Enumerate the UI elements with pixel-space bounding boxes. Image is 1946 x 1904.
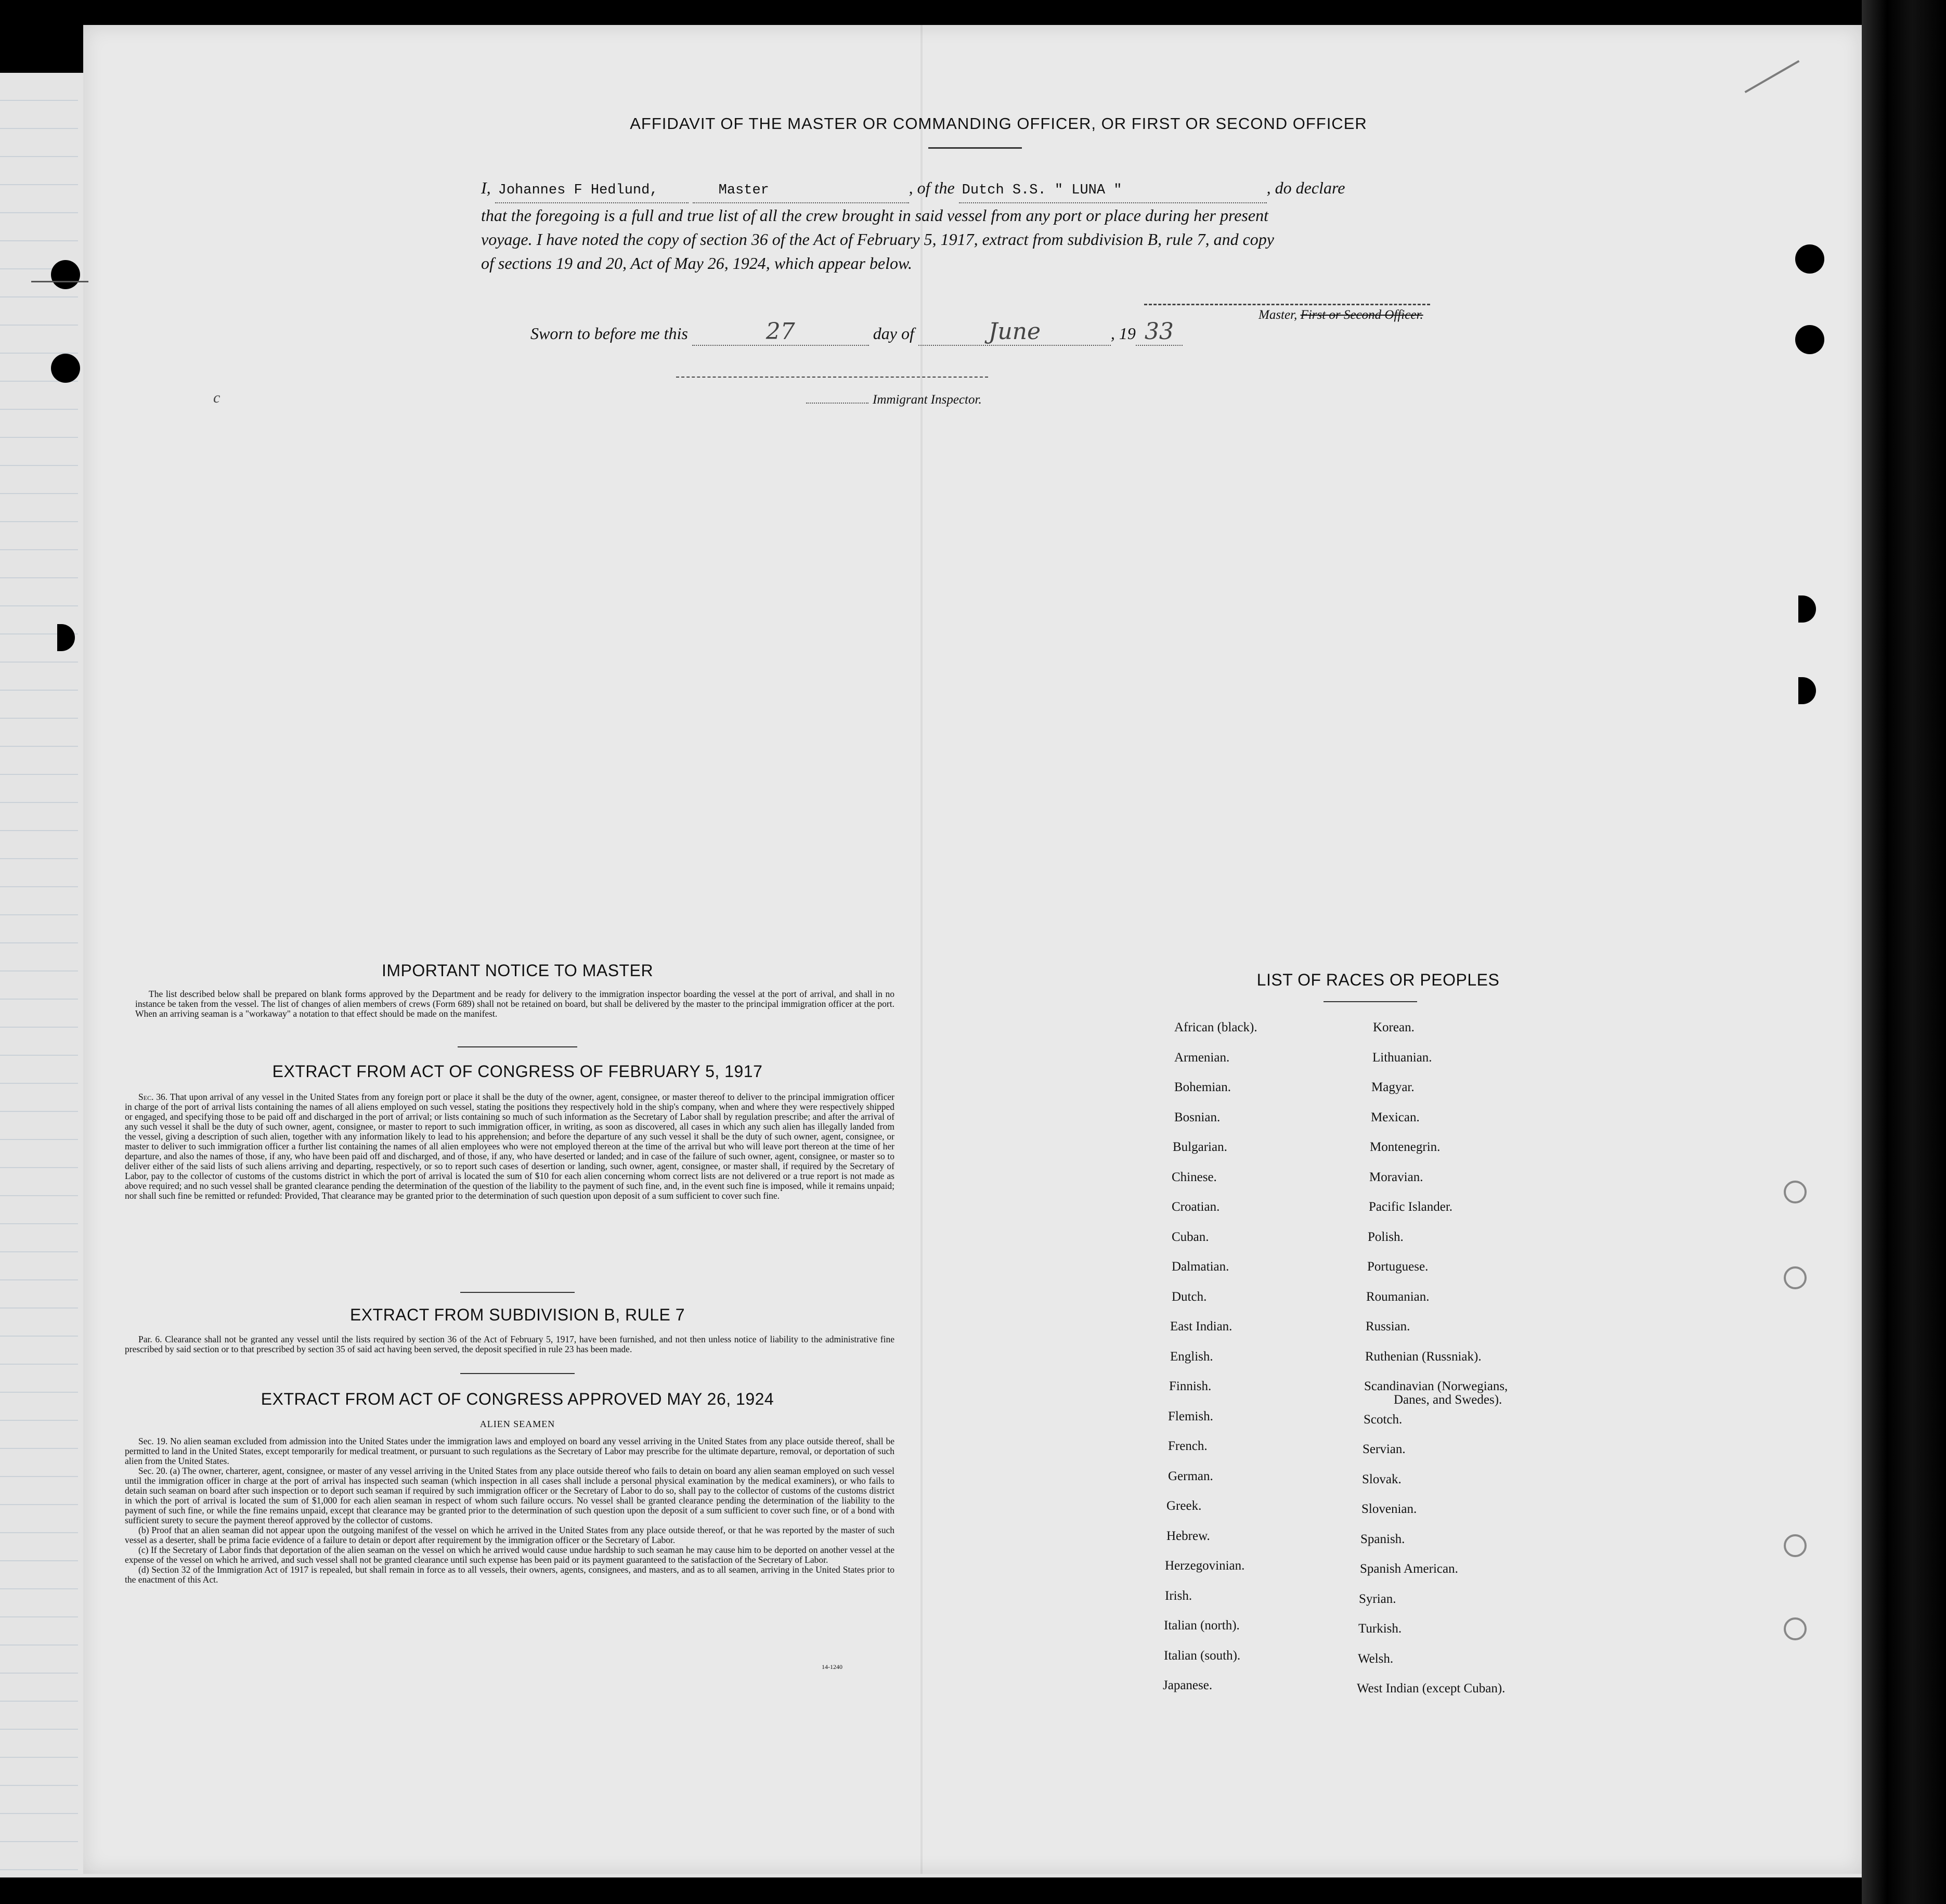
race-item: Lithuanian. bbox=[1372, 1050, 1432, 1065]
section-36-text: That upon arrival of any vessel in the United States from any foreign port or place it shall be the duty of the owner, agent, consignee, or master thereof to deliver to the principal immigration officer in charge of the port of arrival lists containing the names of all aliens employed on such vessel, stating the positions they respectively hold in the ship's company, when and where they were respectively shipped or engaged, and specifying those to be paid off and discharged in the port of arrival; or lists containing so much of such information as the Secretary of Labor shall by regulation prescribe; and after the arrival of any such vessel it shall be the duty of such owner, agent, consignee, or master to report to such immigration officer, in writing, as soon as discovered, all cases in which any such alien has illegally landed from the vessel, giving a description of such alien, together with any information likely to lead to his apprehension; and before the departure of any such vessel it shall be the duty of such owner, agent, consignee, or master to deliver to such immigration officer a further list containing the names of all alien employees who were not employed thereon at the time of the arrival but who will leave port thereon at the time of her departure, and also the names of those, if any, who have been paid off and discharged, and of those, if any, who have deserted or landed; and in case of the failure of such owner, agent, consignee, or master so to deliver either of the said lists of such aliens arriving and departing, respectively, or so to report such cases of desertion or landing, such owner, agent, consignee, or master shall, if required by the Secretary of Labor, pay to the collector of customs of the customs district in which the port of arrival is located the sum of $10 for each alien concerning whom correct lists are not delivered or a true report is not made as above required; and no such vessel shall be granted clearance pending the determination of the question of the liability to the payment of such fine, and, in the event such fine is imposed, while it remains unpaid; nor shall such fine be remitted or refunded: Provided, That clearance may be granted prior to the determination of such question upon deposit of a sum sufficient to cover such fine. bbox=[125, 1092, 894, 1201]
race-item: Finnish. bbox=[1169, 1379, 1212, 1393]
race-item: Dalmatian. bbox=[1172, 1260, 1229, 1274]
affidavit-line-1 bbox=[481, 176, 1469, 203]
do-declare-label: , do declare bbox=[1266, 178, 1345, 197]
fold-line bbox=[920, 25, 923, 1874]
race-item: West Indian (except Cuban). bbox=[1357, 1681, 1506, 1695]
ruled-edge bbox=[0, 73, 78, 1877]
affidavit-title-rule bbox=[928, 147, 1022, 149]
race-item: African (black). bbox=[1174, 1020, 1257, 1034]
punch-hole bbox=[1795, 244, 1824, 274]
punch-hole bbox=[1795, 325, 1824, 354]
race-item: Mexican. bbox=[1371, 1110, 1420, 1124]
race-item: Montenegrin. bbox=[1370, 1140, 1441, 1154]
race-item: Scandinavian (Norwegians, bbox=[1364, 1379, 1508, 1393]
race-item: Greek. bbox=[1166, 1499, 1202, 1513]
race-item: Moravian. bbox=[1369, 1170, 1423, 1184]
race-item: French. bbox=[1168, 1439, 1208, 1453]
race-item: Irish. bbox=[1165, 1588, 1192, 1603]
race-item: Polish. bbox=[1368, 1229, 1404, 1244]
inspector-dots bbox=[806, 403, 868, 404]
race-item: Bohemian. bbox=[1174, 1080, 1231, 1094]
punch-hole bbox=[51, 260, 80, 289]
stray-pencil-mark: c bbox=[213, 389, 220, 406]
form-number: 14-1240 bbox=[822, 1663, 842, 1670]
vessel-field: Dutch S.S. " LUNA " bbox=[959, 178, 1267, 203]
master-caption-label: Master, bbox=[1259, 308, 1298, 322]
race-item: Roumanian. bbox=[1366, 1289, 1430, 1304]
extract-rule7-text bbox=[125, 1335, 894, 1354]
race-item: Turkish. bbox=[1358, 1622, 1402, 1636]
race-item: Chinese. bbox=[1172, 1170, 1217, 1184]
extract-1924-text bbox=[125, 1436, 894, 1585]
extract-rule7-rule bbox=[460, 1373, 575, 1374]
document-sheet bbox=[83, 25, 1862, 1874]
race-item: Welsh. bbox=[1358, 1651, 1394, 1666]
sworn-day-field: 27 bbox=[692, 318, 869, 346]
race-item: Magyar. bbox=[1371, 1080, 1415, 1094]
alien-seamen-subtitle: ALIEN SEAMEN bbox=[479, 1419, 555, 1429]
affidavit-line-4: of sections 19 and 20, Act of May 26, 1924, which appear below. bbox=[481, 254, 912, 273]
race-item: Italian (south). bbox=[1164, 1648, 1241, 1663]
notice-text bbox=[135, 989, 894, 1019]
race-item: Ruthenian (Russniak). bbox=[1365, 1349, 1482, 1364]
day-of-label: day of bbox=[873, 324, 914, 343]
affidavit-line-2: that the foregoing is a full and true list of all the crew brought in said vessel from any port or place during her present bbox=[481, 206, 1268, 225]
race-item: Cuban. bbox=[1172, 1229, 1209, 1244]
affidavit-title: AFFIDAVIT OF THE MASTER OR COMMANDING OFFICER, OR FIRST OR SECOND OFFICER bbox=[630, 114, 1367, 133]
race-item: Croatian. bbox=[1172, 1200, 1220, 1214]
master-caption bbox=[1259, 308, 1423, 322]
affidavit-body bbox=[481, 176, 1469, 275]
punch-hole bbox=[1784, 1266, 1807, 1289]
sworn-year-field: 33 bbox=[1136, 318, 1183, 346]
master-signature-line bbox=[1144, 304, 1430, 305]
section-20a-paragraph: Sec. 20. (a) The owner, charterer, agent, consignee, or master of any vessel arriving in the United States from any place outside thereof who fails to detain on board any alien seaman employed on such vessel until the immigration officer in charge at the port of arrival has inspected such seaman (which inspection in all cases shall include a personal physical examination by the medical examiners), or who fails to detain such seaman on board after such inspection or to deport such seaman if required by such immigration officer or the Secretary of Labor to do so, shall pay to the collector of customs of the customs district in which the port of arrival is located the sum of $1,000 for each alien seaman in respect of whom such failure occurs. No vessel shall be granted clearance pending the determination of the liability to the payment of such fine, or while the fine remains unpaid, except that clearance may be granted prior to the determination of such question upon the deposit of a sum sufficient to cover such fine, or of a bond with sufficient surety to secure the payment thereof approved by the collector of customs. bbox=[125, 1466, 894, 1525]
race-item: Slovak. bbox=[1362, 1472, 1402, 1486]
inspector-caption bbox=[806, 393, 982, 407]
race-item: Portuguese. bbox=[1367, 1260, 1429, 1274]
race-item: Japanese. bbox=[1163, 1678, 1213, 1692]
race-item: Servian. bbox=[1363, 1442, 1406, 1456]
sworn-line bbox=[530, 318, 1183, 346]
rule7-paragraph: Par. 6. Clearance shall not be granted any vessel until the lists required by section 36 of the Act of February 5, 1917, have been furnished, and not then unless notice of liability to the administrative fine prescribed by said section or to that prescribed by section 35 of said act having been served, the deposit specified in rule 23 has been made. bbox=[125, 1334, 894, 1354]
race-item: English. bbox=[1170, 1349, 1213, 1364]
race-item: Slovenian. bbox=[1361, 1502, 1417, 1516]
extract-1917-text bbox=[125, 1092, 894, 1201]
master-name-field: Johannes F Hedlund, bbox=[495, 178, 689, 203]
punch-hole bbox=[1784, 1534, 1807, 1557]
affidavit-line-3: voyage. I have noted the copy of section 36 of the Act of February 5, 1917, extract from subdivision B, rule 7, and copy bbox=[481, 230, 1274, 249]
section-20c-paragraph: (c) If the Secretary of Labor finds that deportation of the alien seaman on the vessel on which he arrived would cause undue hardship to such seaman he may cause him to be deported on another vessel at the expense of the vessel on which he arrived, and such vessel shall not be granted clearance until such expense has been paid or its payment guaranteed to the satisfaction of the Secretary of Labor. bbox=[125, 1545, 894, 1565]
section-20d-paragraph: (d) Section 32 of the Immigration Act of 1917 is repealed, but shall remain in force as to all vessels, their owners, agents, consignees, and masters, and as to all seamen, arriving in the United States prior to the enactment of this Act. bbox=[125, 1564, 894, 1585]
sworn-prefix: Sworn to before me this bbox=[530, 324, 688, 343]
notice-title: IMPORTANT NOTICE TO MASTER bbox=[381, 961, 654, 980]
race-item: Flemish. bbox=[1168, 1409, 1213, 1423]
race-item: Bosnian. bbox=[1174, 1110, 1221, 1124]
sworn-month-field: June bbox=[918, 318, 1111, 346]
race-item: Scotch. bbox=[1364, 1412, 1403, 1427]
punch-hole bbox=[1784, 1181, 1807, 1203]
race-item: Bulgarian. bbox=[1173, 1140, 1227, 1154]
extract-rule7-title: EXTRACT FROM SUBDIVISION B, RULE 7 bbox=[349, 1305, 685, 1324]
binder-line bbox=[31, 281, 88, 282]
race-item: Hebrew. bbox=[1166, 1529, 1210, 1543]
race-item: Spanish American. bbox=[1360, 1562, 1458, 1576]
race-item: Pacific Islander. bbox=[1369, 1200, 1453, 1214]
notice-paragraph: The list described below shall be prepared on blank forms approved by the Department and be ready for delivery to the immigration inspector boarding the vessel at the port of arrival, and shall in no instance be taken from the vessel. The list of changes of alien members of crews (Form 689) shall not be retained on board, but shall be delivered by the master to the principal immigration officer at the port. When an arriving seaman is a "workaway" a notation to that effect should be made on the manifest. bbox=[135, 989, 894, 1019]
race-item: Italian (north). bbox=[1164, 1618, 1240, 1633]
race-item: Korean. bbox=[1373, 1020, 1415, 1034]
race-item: Armenian. bbox=[1174, 1050, 1230, 1065]
binding-edge bbox=[1862, 0, 1946, 1904]
race-item: Herzegovinian. bbox=[1165, 1559, 1245, 1573]
punch-hole bbox=[1784, 1617, 1807, 1640]
extract-1917-paragraph bbox=[125, 1092, 894, 1201]
section-20b-paragraph: (b) Proof that an alien seaman did not appear upon the outgoing manifest of the vessel on which he arrived in the United States from any place outside thereof, or that he was reported by the master of such vessel as a deserter, shall be prima facie evidence of a failure to detain or deport after requirement by the immigration officer or the Secretary of Labor. bbox=[125, 1525, 894, 1545]
race-item: Spanish. bbox=[1360, 1532, 1405, 1546]
race-item: German. bbox=[1168, 1469, 1213, 1483]
race-item: Syrian. bbox=[1359, 1591, 1396, 1606]
affidavit-prefix: I, bbox=[481, 178, 491, 197]
punch-hole bbox=[51, 354, 80, 383]
races-title-rule bbox=[1324, 1001, 1417, 1002]
section-36-label: Sec. 36. bbox=[138, 1092, 168, 1102]
extract-1924-title: EXTRACT FROM ACT OF CONGRESS APPROVED MAY 26, 1924 bbox=[261, 1390, 774, 1408]
extract-1917-title: EXTRACT FROM ACT OF CONGRESS OF FEBRUARY 5, 1917 bbox=[272, 1062, 763, 1081]
extract-1917-rule bbox=[460, 1292, 575, 1293]
inspector-caption-label: Immigrant Inspector. bbox=[873, 393, 982, 407]
race-item: Dutch. bbox=[1172, 1289, 1207, 1304]
section-19-paragraph: Sec. 19. No alien seaman excluded from admission into the United States under the immigration laws and employed on board any vessel arriving in the United States from any place outside thereof, shall be permitted to land in the United States, except temporarily for medical treatment, or pursuant to such regulations as the Secretary of Labor may prescribe for the ultimate departure, removal, or deportation of such alien from the United States. bbox=[125, 1436, 894, 1466]
notice-rule bbox=[458, 1046, 577, 1047]
year-prefix: , 19 bbox=[1110, 324, 1136, 343]
race-item: Russian. bbox=[1366, 1319, 1410, 1333]
inspector-signature-line bbox=[676, 377, 988, 378]
rank-field: Master bbox=[693, 178, 909, 203]
race-item: East Indian. bbox=[1170, 1319, 1233, 1333]
race-item-continuation: Danes, and Swedes). bbox=[1394, 1393, 1502, 1407]
races-title: LIST OF RACES OR PEOPLES bbox=[1256, 970, 1500, 989]
of-the-label: , of the bbox=[909, 178, 955, 197]
officer-caption-struck: First or Second Officer. bbox=[1300, 308, 1423, 322]
